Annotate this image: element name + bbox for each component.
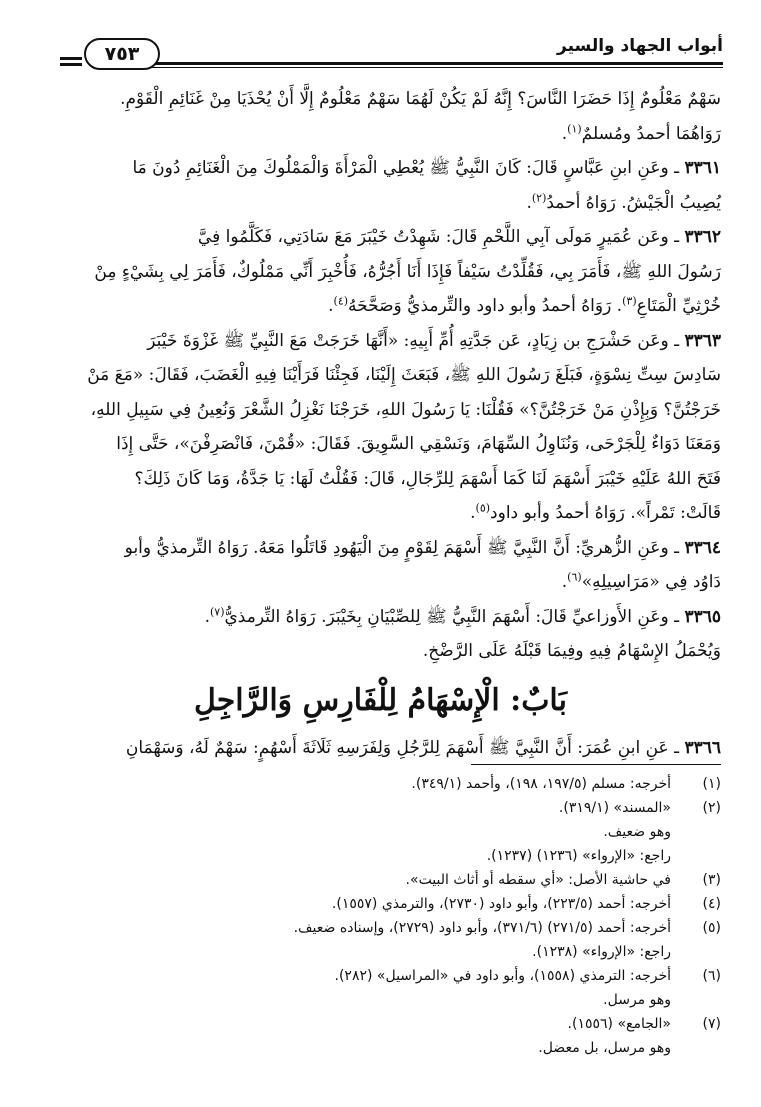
text-line: خُرْثِيِّ الْمَتَاعِ$^{(٣)}$. رَوَاهُ أحمدُ وأبو داود والتِّرمذيُّ وَصَحَّحَهُ$^{(٤)}$. xyxy=(328,294,721,316)
footnote: (٣) في حاشية الأصل: «أي سقطه أو أثاث البيت». xyxy=(405,872,721,888)
footnote-ref[interactable]: (٣) xyxy=(622,294,637,308)
text-line: دَاوُد فِي «مَرَاسِيلِهِ»$^{(٦)}$. xyxy=(561,570,721,592)
hadith-number: ٣٣٦٦ xyxy=(684,737,721,758)
hadith-3363: ٣٣٦٣ ـ وعَن حَشْرَجِ بن زِيَادٍ، عَن جَدَّتِهِ أُمِّ أَبِيهِ: «أَنَّهَا خَرَجَتْ مَعَ النَّبِيِّ ﷺ غَزْوَةَ خَيْبَرَ xyxy=(147,330,721,351)
footnote: راجع: «الإرواء» (١٢٣٨). xyxy=(532,944,671,960)
running-title: أبواب الجهاد والسير xyxy=(557,36,723,56)
header-rule xyxy=(140,62,723,65)
text-line: يُصِيبُ الْجَيْشُ. رَوَاهُ أحمدُ$^{(٢)}$. xyxy=(526,190,721,213)
running-header xyxy=(60,30,723,74)
hadith-3362: ٣٣٦٢ ـ وعَن عُمَيرٍ مَولَى آبِي اللَّحْمِ قَالَ: شَهِدْتُ خَيْبَرَ مَعَ سَادَتِي، فَكَلَّمُوا فِيَّ xyxy=(197,227,721,247)
footnote-ref[interactable]: (٧) xyxy=(209,604,225,618)
footnote: (١) أخرجه: مسلم (١٩٧/٥، ١٩٨)، وأحمد (٣٤٩/١). xyxy=(411,776,721,792)
footnote: راجع: «الإرواء» (١٢٣٦) (١٢٣٧). xyxy=(486,848,671,864)
footnote-ref[interactable]: (٥) xyxy=(475,501,491,515)
footnotes xyxy=(40,772,721,1060)
header-ornament-2 xyxy=(60,63,82,66)
page-number: ٧٥٣ xyxy=(84,38,160,70)
footnote: (٦) أخرجه: الترمذي (١٥٥٨)، وأبو داود في «المراسيل» (٢٨٢). xyxy=(334,968,721,984)
text-line: قَالَتْ: تَمْراً». رَوَاهُ أحمدُ وأبو داود$^{(٥)}$. xyxy=(470,501,721,523)
text-line: سَهْمٌ مَعْلُومٌ إِذَا حَضَرَا النَّاسَ؟ إِنَّهُ لَمْ يَكُنْ لَهُمَا سَهْمٌ مَعْلُومٌ إِلَّا أَنْ يُحْذَيَا مِنْ غَنَائِمِ الْقَوْمِ. xyxy=(120,89,721,109)
text-line: وَيُحْمَلُ الإِسْهَامُ فِيهِ وفِيمَا قَبْلَهُ عَلَى الرَّضْخِ. xyxy=(422,641,721,661)
header-ornament xyxy=(60,57,82,60)
footnote: (٧) «الجامع» (١٥٥٦). xyxy=(567,1016,721,1032)
hadith-number: ٣٣٦١ xyxy=(684,158,721,178)
footnote: (٤) أخرجه: أحمد (٢٢٣/٥)، وأبو داود (٢٧٣٠)، والترمذي (١٥٥٧). xyxy=(331,896,721,912)
footnote-ref[interactable]: (٢) xyxy=(531,190,547,204)
hadith-3366: ٣٣٦٦ ـ عَنِ ابنِ عُمَرَ: أَنَّ النَّبِيَّ ﷺ أَسْهَمَ لِلرَّجُلِ وَلِفَرَسِهِ ثَلَاثَةَ أَسْهُمٍ: سَهْمٌ لَهُ، وَسَهْمَانِ xyxy=(125,737,721,758)
text-line: وَمَعَنَا دَوَاءٌ لِلْجَرْحَى، وَنُنَاوِلُ السِّهَامَ، وَنَسْقِي السَّوِيقَ. فَقَالَ: «قُمْنَ، فَانْصَرِفْنَ»، حَتَّى إِذَا xyxy=(116,434,721,454)
header-rule-thin xyxy=(140,67,723,68)
footnote-separator xyxy=(471,764,721,765)
footnote-ref[interactable]: (٤) xyxy=(333,294,349,308)
footnote-ref[interactable]: (٦) xyxy=(567,570,582,584)
text-line: سَادِسَ سِتِّ نِسْوَةٍ، فَبَلَغَ رَسُولَ اللهِ ﷺ، فَبَعَثَ إِلَيْنَا، فَجِئْنَا فَرَأَيْنَا فِيهِ الْغَضَبَ، فَقَالَ: «مَعَ مَنْ xyxy=(87,365,721,385)
footnote: (٥) أخرجه: أحمد (٢٧١/٥) (٣٧١/٦)، وأبو داود (٢٧٢٩)، وإسناده ضعيف. xyxy=(293,920,721,936)
footnote: وهو ضعيف. xyxy=(603,824,671,840)
text-line: رَوَاهُمَا أحمدُ ومُسلمٌ$^{(١)}$. xyxy=(561,121,721,144)
hadith-number: ٣٣٦٢ xyxy=(684,227,721,247)
hadith-number: ٣٣٦٣ xyxy=(684,330,721,351)
chapter-title: بَابٌ: الْإِسْهَامُ لِلْفَارِسِ وَالرَّاجِلِ xyxy=(194,682,567,718)
footnote: وهو مرسل، بل معضل. xyxy=(538,1040,671,1056)
footnote: (٢) «المسند» (٣١٩/١). xyxy=(558,800,721,816)
text-line: خَرَجْتُنَّ؟ وَبِإِذْنِ مَنْ خَرَجْتُنَّ؟» فَقُلْنَا: يَا رَسُولَ اللهِ، خَرَجْنَا نَغْزِلُ الشَّعْرَ وَنُعِينُ فِي سَبِيلِ اللهِ، xyxy=(90,399,721,420)
hadith-3365: ٣٣٦٥ ـ وعَنِ الأَوزاعيِّ قَالَ: أَسْهَمَ النَّبِيُّ ﷺ لِلصِّبْيَانِ بِخَيْبَرَ. رَوَاهُ التِّرمذيُّ$^{(٧)}$. xyxy=(204,604,721,627)
hadith-3361: ٣٣٦١ ـ وعَنِ ابنِ عَبَّاسٍ قَالَ: كَانَ النَّبِيُّ ﷺ يُعْطِي الْمَرْأَةَ وَالْمَمْلُوكَ مِنَ الْغَنَائِمِ دُونَ مَا xyxy=(132,158,721,178)
hadith-number: ٣٣٦٤ xyxy=(684,537,721,558)
footnote: وهو مرسل. xyxy=(603,992,671,1008)
footnote-ref[interactable]: (١) xyxy=(567,121,582,135)
hadith-3364: ٣٣٦٤ ـ وعَنِ الزُّهريِّ: أَنَّ النَّبِيَّ ﷺ أَسْهَمَ لِقَوْمٍ مِنَ الْيَهُودِ قَاتَلُوا مَعَهُ. رَوَاهُ التِّرمذيُّ وأبو xyxy=(124,537,721,558)
hadith-number: ٣٣٦٥ xyxy=(684,606,721,627)
main-text xyxy=(40,82,721,765)
text-line: فَتَحَ اللهُ عَلَيْهِ خَيْبَرَ أَسْهَمَ لَنَا كَمَا أَسْهَمَ لِلرِّجَالِ، قَالَ: فَقُلْتُ لَهَا: يَا جَدَّةُ، وَمَا كَانَ ذَلِكَ؟ xyxy=(134,468,721,489)
text-line: رَسُولَ اللهِ ﷺ، فَأَمَرَ بِي، فَقُلِّدْتُ سَيْفاً فَإِذَا أَنَا أَجُرُّهُ، فَأُخْبِرَ أَنِّي مَمْلُوكٌ، فَأَمَرَ لِي بِشَيْءٍ مِنْ xyxy=(94,261,721,282)
